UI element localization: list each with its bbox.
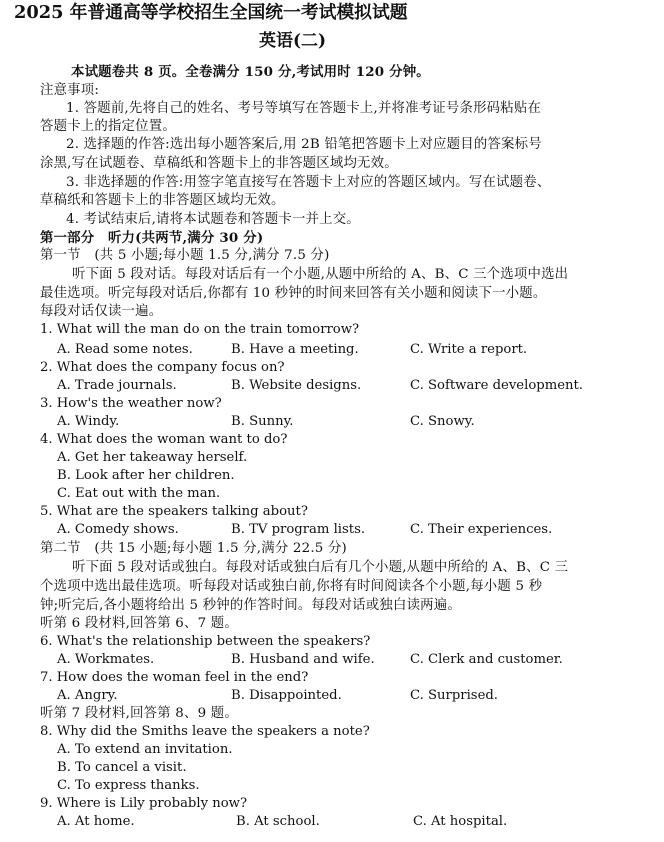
question-2-option-b: B. Website designs. bbox=[231, 378, 362, 393]
question-6-option-c: C. Clerk and customer. bbox=[410, 652, 563, 667]
section2-instruction-line-2: 个选项中选出最佳选项。听每段对话或独白前,你将有时间阅读各个小题,每小题 5 秒 bbox=[40, 579, 543, 594]
question-2-option-a: A. Trade journals. bbox=[57, 378, 177, 393]
question-4-option-a: A. Get her takeaway herself. bbox=[57, 450, 248, 465]
question-7-option-a: A. Angry. bbox=[57, 688, 118, 703]
question-4-option-c: C. Eat out with the man. bbox=[57, 486, 221, 501]
exam-subtitle: 英语(二) bbox=[259, 31, 327, 51]
question-5-option-a: A. Comedy shows. bbox=[57, 522, 179, 537]
section2-instruction-line-3: 钟;听完后,各小题将给出 5 秒钟的作答时间。每段对话或独白读两遍。 bbox=[40, 598, 461, 613]
section1-instruction-line-3: 每段对话仅读一遍。 bbox=[40, 304, 163, 319]
question-5-option-b: B. TV program lists. bbox=[231, 522, 366, 537]
note-1-line-2: 答题卡上的指定位置。 bbox=[40, 119, 176, 134]
section1-instruction-line-1: 听下面 5 段对话。每段对话后有一个小题,从题中所给的 A、B、C 三个选项中选出 bbox=[72, 267, 569, 282]
question-3-option-c: C. Snowy. bbox=[410, 414, 475, 429]
question-7-stem: 7. How does the woman feel in the end? bbox=[40, 670, 309, 685]
notes-heading: 注意事项: bbox=[40, 83, 100, 98]
material-6-instruction: 听第 6 段材料,回答第 6、7 题。 bbox=[40, 616, 238, 631]
question-9-option-b: B. At school. bbox=[236, 814, 320, 829]
question-2-option-c: C. Software development. bbox=[410, 378, 584, 393]
question-8-option-b: B. To cancel a visit. bbox=[57, 760, 187, 775]
question-4-option-b: B. Look after her children. bbox=[57, 468, 235, 483]
question-3-stem: 3. How's the weather now? bbox=[40, 396, 222, 411]
question-6-option-a: A. Workmates. bbox=[57, 652, 155, 667]
question-1-option-b: B. Have a meeting. bbox=[231, 342, 359, 357]
note-3-line-2: 草稿纸和答题卡上的非答题区域均无效。 bbox=[40, 193, 285, 208]
question-1-option-a: A. Read some notes. bbox=[57, 342, 193, 357]
question-9-option-a: A. At home. bbox=[57, 814, 135, 829]
question-3-option-b: B. Sunny. bbox=[231, 414, 294, 429]
section1-instruction-line-2: 最佳选项。听完每段对话后,你都有 10 秒钟的时间来回答有关小题和阅读下一小题。 bbox=[40, 286, 547, 301]
question-7-option-c: C. Surprised. bbox=[410, 688, 499, 703]
question-5-stem: 5. What are the speakers talking about? bbox=[40, 504, 308, 519]
note-2-line-2: 涂黑,写在试题卷、草稿纸和答题卡上的非答题区域均无效。 bbox=[40, 156, 398, 171]
question-4-stem: 4. What does the woman want to do? bbox=[40, 432, 288, 447]
note-3-line-1: 3. 非选择题的作答:用签字笔直接写在答题卡上对应的答题区域内。写在试题卷、 bbox=[66, 175, 551, 190]
note-1-line-1: 1. 答题前,先将自己的姓名、考号等填写在答题卡上,并将准考证号条形码粘贴在 bbox=[66, 101, 542, 116]
question-7-option-b: B. Disappointed. bbox=[231, 688, 342, 703]
question-6-stem: 6. What's the relationship between the speakers? bbox=[40, 634, 371, 649]
note-4: 4. 考试结束后,请将本试题卷和答题卡一并上交。 bbox=[66, 212, 360, 227]
section1-heading: 第一节 (共 5 小题;每小题 1.5 分,满分 7.5 分) bbox=[40, 248, 330, 263]
question-2-stem: 2. What does the company focus on? bbox=[40, 360, 285, 375]
section2-heading: 第二节 (共 15 小题;每小题 1.5 分,满分 22.5 分) bbox=[40, 541, 347, 556]
note-2-line-1: 2. 选择题的作答:选出每小题答案后,用 2B 铅笔把答题卡上对应题目的答案标号 bbox=[66, 137, 542, 152]
question-1-stem: 1. What will the man do on the train tomorrow? bbox=[40, 322, 360, 337]
question-8-option-a: A. To extend an invitation. bbox=[57, 742, 233, 757]
section2-instruction-line-1: 听下面 5 段对话或独白。每段对话或独白后有几个小题,从题中所给的 A、B、C 三 bbox=[72, 560, 569, 575]
part1-heading: 第一部分 听力(共两节,满分 30 分) bbox=[40, 230, 264, 246]
question-8-stem: 8. Why did the Smiths leave the speakers a note? bbox=[40, 724, 370, 739]
question-8-option-c: C. To express thanks. bbox=[57, 778, 200, 793]
question-3-option-a: A. Windy. bbox=[57, 414, 120, 429]
question-5-option-c: C. Their experiences. bbox=[410, 522, 553, 537]
exam-title: 2025 年普通高等学校招生全国统一考试模拟试题 bbox=[14, 2, 408, 23]
question-9-option-c: C. At hospital. bbox=[413, 814, 508, 829]
question-9-stem: 9. Where is Lily probably now? bbox=[40, 796, 248, 811]
question-1-option-c: C. Write a report. bbox=[410, 342, 528, 357]
exam-intro: 本试题卷共 8 页。全卷满分 150 分,考试用时 120 分钟。 bbox=[71, 64, 430, 80]
question-6-option-b: B. Husband and wife. bbox=[231, 652, 375, 667]
material-7-instruction: 听第 7 段材料,回答第 8、9 题。 bbox=[40, 706, 238, 721]
